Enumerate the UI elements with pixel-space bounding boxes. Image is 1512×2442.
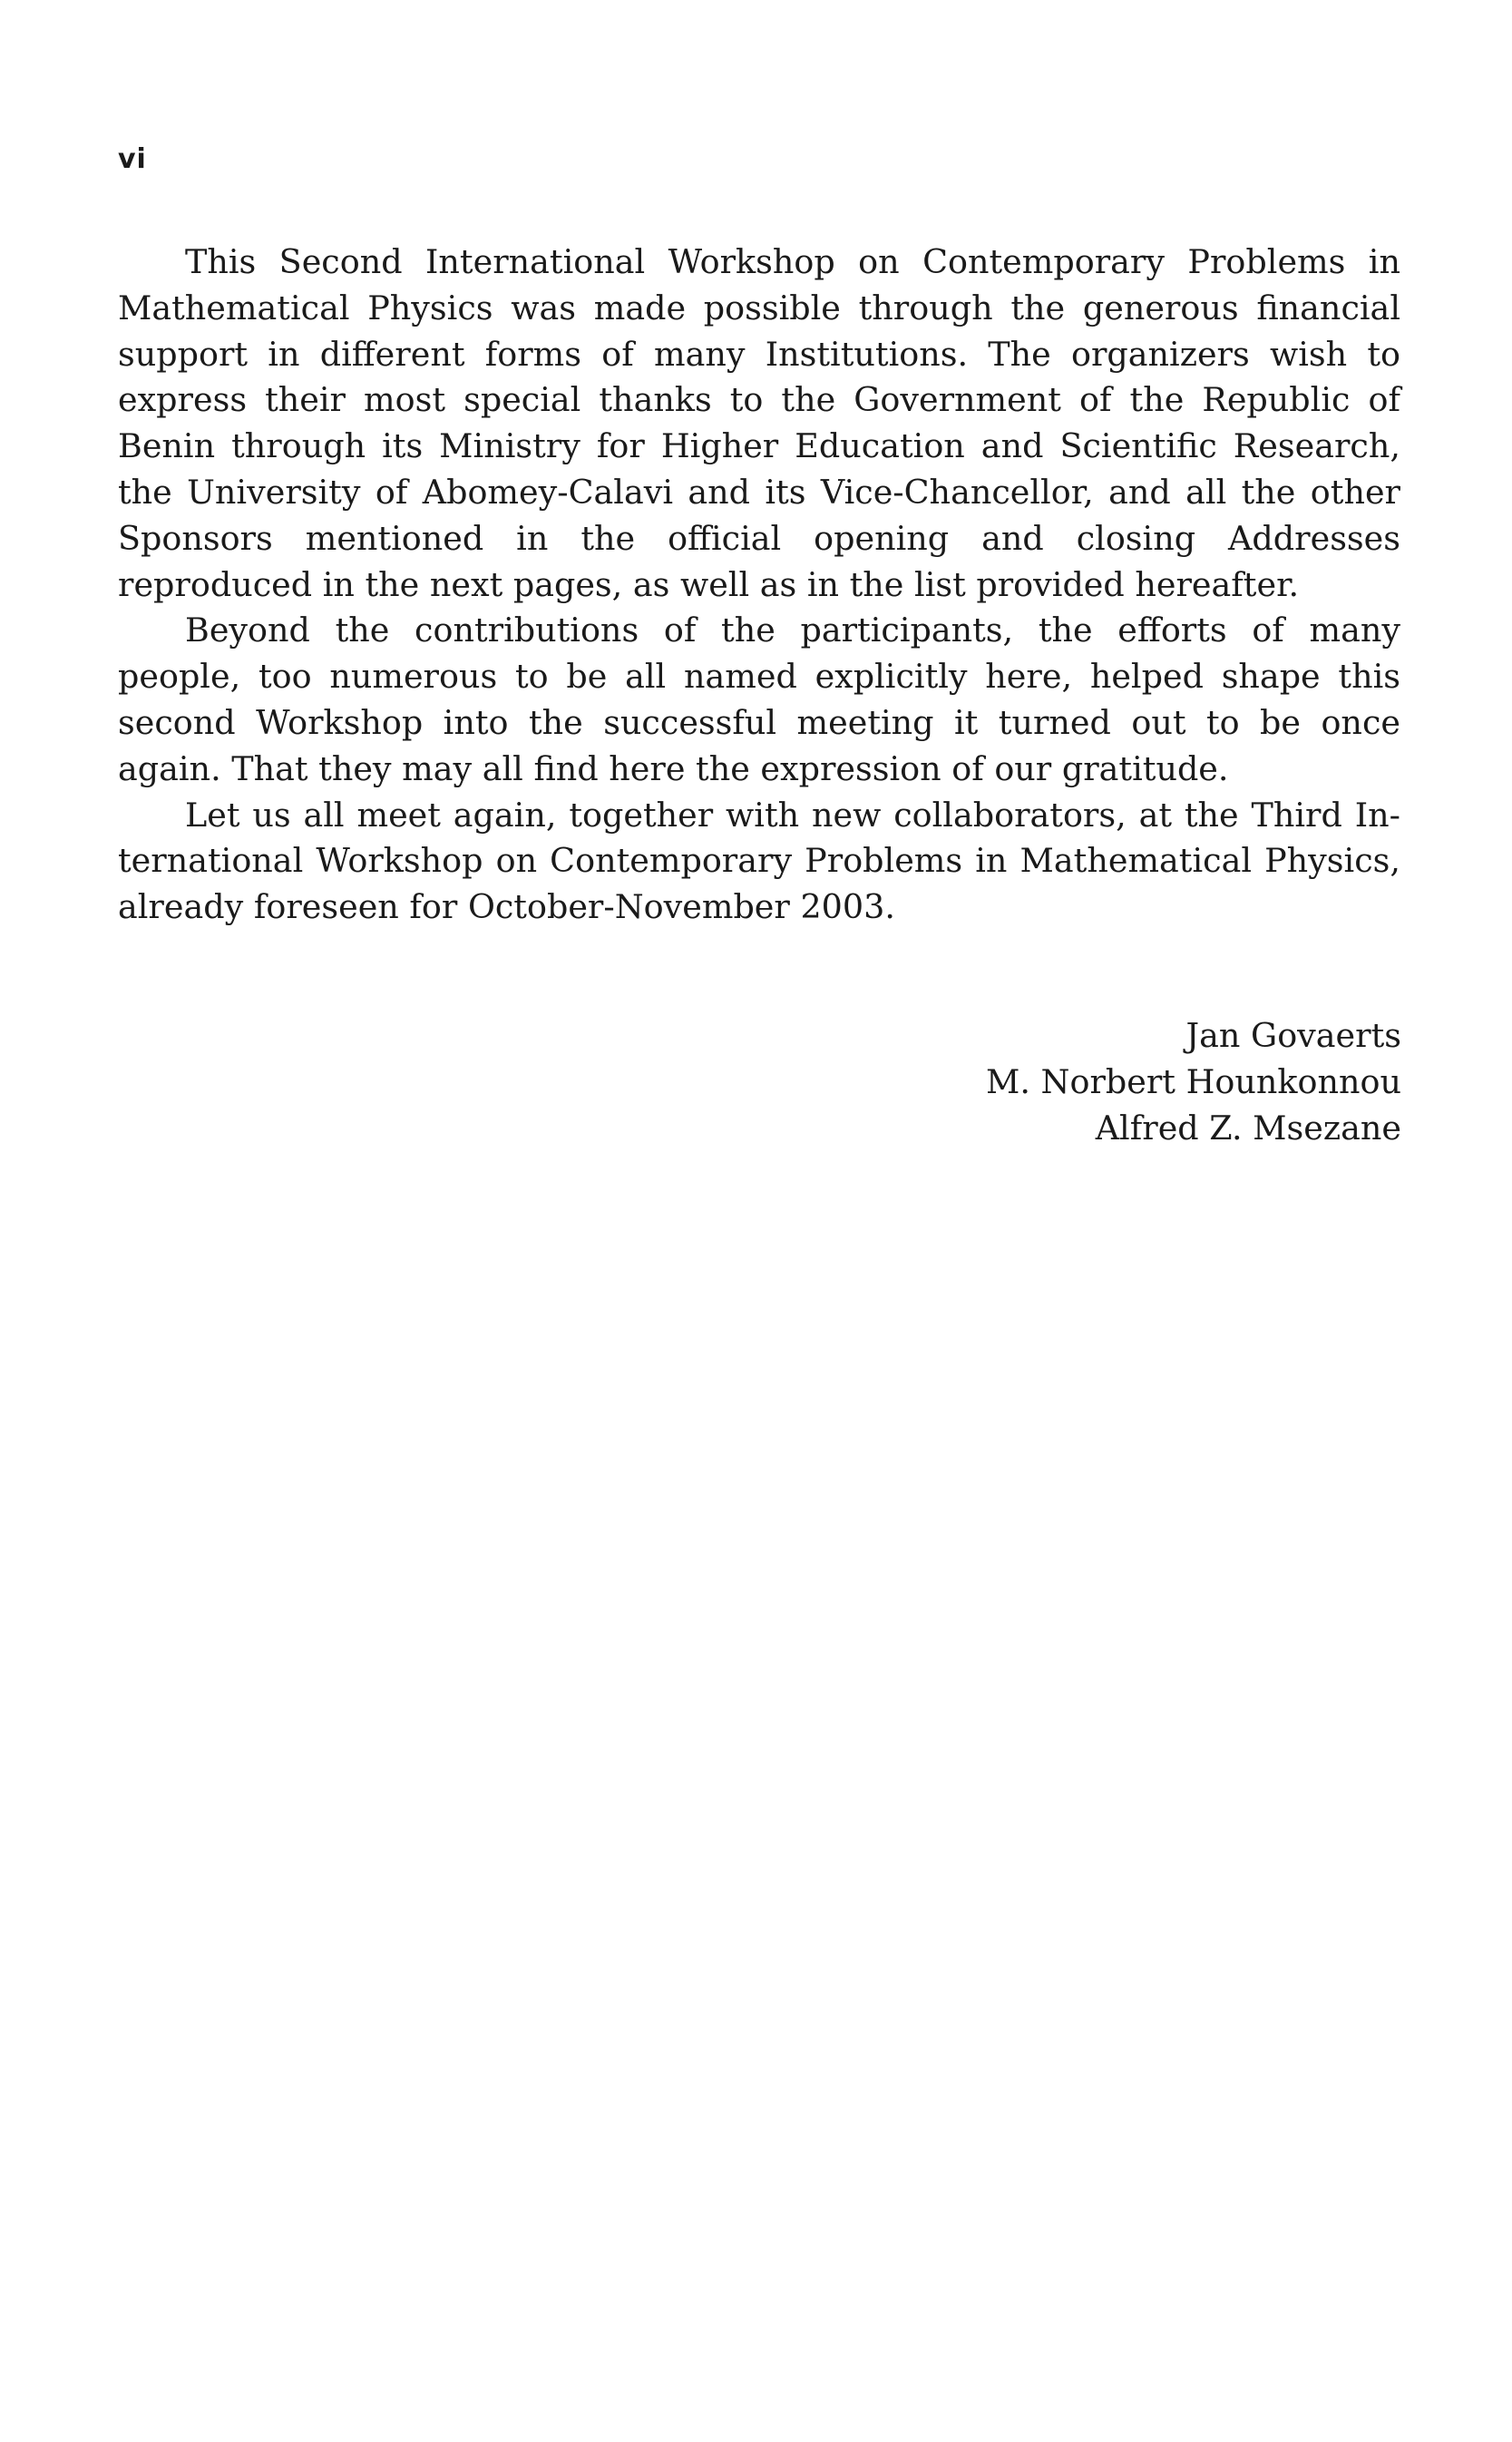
signature-block — [986, 1013, 1401, 1151]
paragraph-gratitude: Beyond the contributions of the participants, the efforts of many people, too numerous to be all named explicitly here, helped shape this second Workshop into the successful meeting it turned out to be once again. That they may all find here the expression of our gratitude. — [118, 610, 1400, 788]
signatory-name: Jan Govaerts — [1185, 1016, 1401, 1055]
paragraph-sponsors: This Second International Workshop on Contemporary Problems in Mathematical Physics was made possible through the generous financial support in different forms of many Institutions. The organizers wish to express their most special thanks to the Government of the Republic of Benin through its Ministry for Higher Education and Scientific Research, the University of Abomey-Calavi and its Vice-Chancellor, and all the other Sponsors mentioned in the official opening and closing Addresses reproduced in the next pages, as well as in the list provided hereafter. — [118, 242, 1400, 604]
acknowledgement-text — [118, 239, 1400, 931]
signatory-name: Alfred Z. Msezane — [1095, 1108, 1401, 1148]
signatory-name: M. Norbert Hounkonnou — [985, 1061, 1401, 1101]
paragraph-next-workshop: Let us all meet again, together with new collaborators, at the Third International Workshop on Contemporary Problems in Mathematical Physics, already foreseen for October-November 2003. — [118, 795, 1400, 927]
page-number: vi — [118, 143, 147, 175]
